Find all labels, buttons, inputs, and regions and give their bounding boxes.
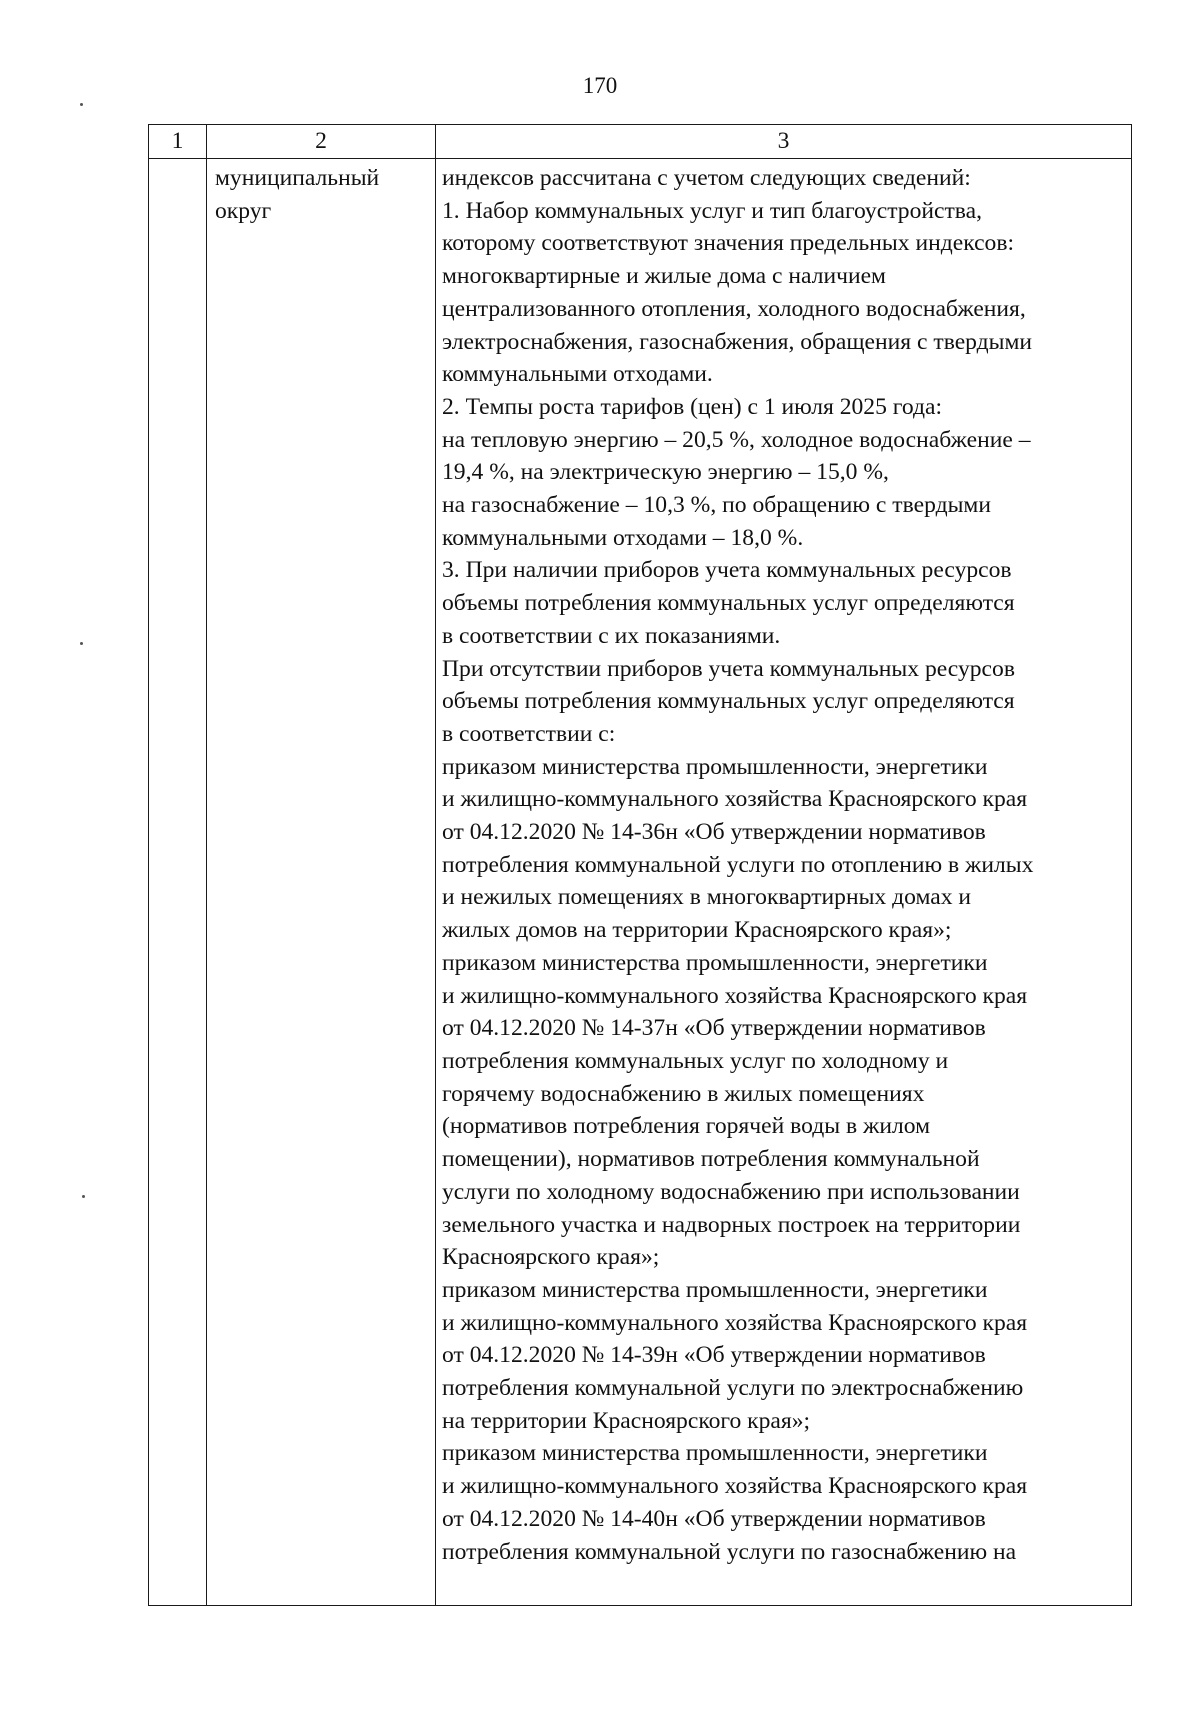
text-line: и жилищно-коммунального хозяйства Красноярского края xyxy=(442,786,1028,813)
text-line: помещении), нормативов потребления коммунальной xyxy=(442,1146,980,1173)
cell-description xyxy=(436,159,1132,1606)
text-line: электроснабжения, газоснабжения, обращения с твердыми xyxy=(442,328,1033,355)
text-line: 1. Набор коммунальных услуг и тип благоустройства, xyxy=(442,197,983,224)
text-line: коммунальными отходами. xyxy=(442,361,713,388)
text-line: 2. Темпы роста тарифов (цен) с 1 июля 2025 года: xyxy=(442,393,943,420)
text-line: объемы потребления коммунальных услуг определяются xyxy=(442,590,1015,617)
municipality-line: муниципальный xyxy=(215,165,380,191)
text-line: объемы потребления коммунальных услуг определяются xyxy=(442,688,1015,715)
text-line: в соответствии с: xyxy=(442,720,616,747)
text-line: 3. При наличии приборов учета коммунальных ресурсов xyxy=(442,557,1012,584)
text-line: централизованного отопления, холодного водоснабжения, xyxy=(442,295,1026,322)
text-line: горячему водоснабжению в жилых помещениях xyxy=(442,1080,925,1107)
text-line: приказом министерства промышленности, энергетики xyxy=(442,753,988,780)
text-line: (нормативов потребления горячей воды в жилом xyxy=(442,1113,931,1140)
data-table xyxy=(148,124,1132,1606)
text-line: Красноярского края»; xyxy=(442,1244,660,1271)
text-line: индексов рассчитана с учетом следующих сведений: xyxy=(442,165,971,191)
text-line: и нежилых помещениях в многоквартирных домах и xyxy=(442,884,972,911)
table-header-row xyxy=(149,125,1132,159)
text-line: от 04.12.2020 № 14-37н «Об утверждении нормативов xyxy=(442,1015,986,1042)
cell-municipality xyxy=(207,159,436,1606)
column-header-3: 3 xyxy=(436,125,1132,159)
text-line: в соответствии с их показаниями. xyxy=(442,622,781,649)
municipality-line: округ xyxy=(215,197,272,224)
scan-speck xyxy=(82,1195,85,1198)
text-line: потребления коммунальных услуг по холодному и xyxy=(442,1047,949,1074)
scan-speck xyxy=(80,642,83,645)
text-line: потребления коммунальной услуги по газоснабжению на xyxy=(442,1538,1017,1565)
text-line: на газоснабжение – 10,3 %, по обращению с твердыми xyxy=(442,492,991,519)
text-line: потребления коммунальной услуги по отоплению в жилых xyxy=(442,851,1034,878)
text-line: от 04.12.2020 № 14-40н «Об утверждении нормативов xyxy=(442,1505,986,1532)
text-line: от 04.12.2020 № 14-39н «Об утверждении нормативов xyxy=(442,1342,986,1369)
text-line: 19,4 %, на электрическую энергию – 15,0 %, xyxy=(442,459,889,486)
text-line: приказом министерства промышленности, энергетики xyxy=(442,1440,988,1467)
text-line: жилых домов на территории Красноярского края»; xyxy=(442,917,952,944)
cell-number xyxy=(149,159,207,1606)
column-header-2: 2 xyxy=(207,125,436,159)
text-line: земельного участка и надворных построек на территории xyxy=(442,1211,1021,1238)
text-line: приказом министерства промышленности, энергетики xyxy=(442,949,988,976)
text-line: коммунальными отходами – 18,0 %. xyxy=(442,524,804,551)
page-number: 170 xyxy=(582,73,618,98)
text-line: потребления коммунальной услуги по электроснабжению xyxy=(442,1375,1024,1402)
text-line: на территории Красноярского края»; xyxy=(442,1407,811,1434)
text-line: и жилищно-коммунального хозяйства Красноярского края xyxy=(442,982,1028,1009)
text-line: и жилищно-коммунального хозяйства Красноярского края xyxy=(442,1309,1028,1336)
text-line: приказом министерства промышленности, энергетики xyxy=(442,1276,988,1303)
text-line: услуги по холодному водоснабжению при использовании xyxy=(442,1178,1020,1205)
text-line: многоквартирные и жилые дома с наличием xyxy=(442,263,886,290)
column-header-1: 1 xyxy=(149,125,207,159)
text-line: которому соответствуют значения предельных индексов: xyxy=(442,230,1015,257)
text-line: на тепловую энергию – 20,5 %, холодное водоснабжение – xyxy=(442,426,1031,453)
text-line: При отсутствии приборов учета коммунальных ресурсов xyxy=(442,655,1015,682)
table-row xyxy=(149,159,1132,1606)
text-line: от 04.12.2020 № 14-36н «Об утверждении нормативов xyxy=(442,819,986,846)
text-line: и жилищно-коммунального хозяйства Красноярского края xyxy=(442,1473,1028,1500)
scan-speck xyxy=(80,103,83,106)
